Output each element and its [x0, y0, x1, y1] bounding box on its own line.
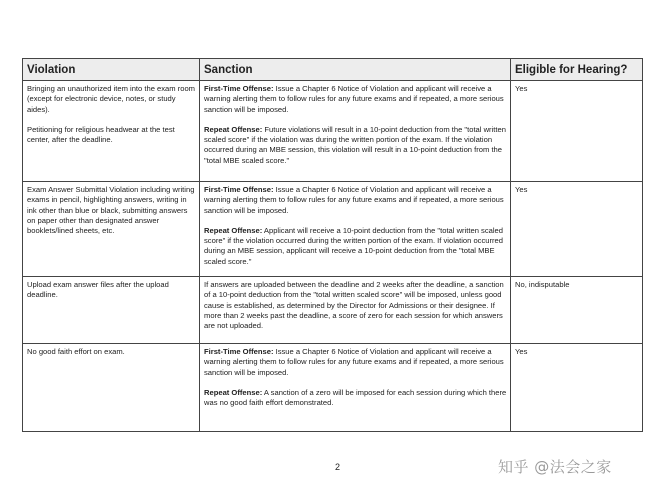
table-header-row — [23, 59, 643, 81]
violation-text: No good faith effort on exam. — [27, 347, 125, 356]
header-violation: Violation — [23, 59, 200, 81]
sanction-text: Issue a Chapter 6 Notice of Violation and applicant will receive a warning alerting them to follow rules for any future exams and if repeated, a more serious sanction will be imposed. — [204, 185, 504, 215]
sanction-paragraph — [204, 280, 507, 331]
sanction-cell — [200, 344, 511, 432]
table-row — [23, 182, 643, 277]
sanction-text: A sanction of a zero will be imposed for each session during which there was no good faith effort demonstrated. — [204, 387, 507, 408]
violation-text: Bringing an unauthorized item into the exam room (except for electronic device, notes, or study aides). — [27, 84, 196, 114]
violation-text: Upload exam answer files after the upload deadline. — [27, 280, 169, 300]
sanction-cell — [200, 182, 511, 277]
sanction-cell — [200, 277, 511, 344]
offense-label: Repeat Offense: — [204, 387, 263, 397]
sanction-paragraph — [204, 185, 507, 216]
sanction-text: If answers are uploaded between the deadline and 2 weeks after the deadline, a sanction of a 10-point deduction from the "total written scaled score" will be imposed, unless good cause is established, as determined by the Director for Admissions or their designee. If more than 2 weeks past the deadline, a score of zero for each session for which answers are not uploaded. — [204, 280, 504, 331]
sanction-text: Applicant will receive a 10-point deduction from the "total written scaled score" if the violation occurred during the written portion of the exam. If violation occurred during an MBE session, applicant will receive a 10-point deduction from the "total MBE scaled score." — [204, 225, 504, 266]
table-row — [23, 81, 643, 182]
sanction-paragraph — [204, 388, 507, 409]
violation-cell — [23, 182, 200, 277]
violation-cell — [23, 277, 200, 344]
sanction-text: Issue a Chapter 6 Notice of Violation and applicant will receive a warning alerting them to follow rules for any future exams and if repeated, a more serious sanction will be imposed. — [204, 347, 504, 377]
header-eligible: Eligible for Hearing? — [511, 59, 643, 81]
eligible-cell: Yes — [511, 182, 643, 277]
offense-label: First-Time Offense: — [204, 84, 274, 93]
offense-label: Repeat Offense: — [204, 225, 263, 235]
offense-label: First-Time Offense: — [204, 185, 274, 194]
eligible-cell: Yes — [511, 81, 643, 182]
offense-label: First-Time Offense: — [204, 347, 274, 356]
table-row — [23, 344, 643, 432]
table-row — [23, 277, 643, 344]
header-sanction: Sanction — [200, 59, 511, 81]
sanction-cell — [200, 81, 511, 182]
violation-cell — [23, 344, 200, 432]
sanction-text: Issue a Chapter 6 Notice of Violation and applicant will receive a warning alerting them to follow rules for any future exams and if repeated, a more serious sanction will be imposed. — [204, 84, 504, 114]
sanction-paragraph — [204, 84, 507, 115]
watermark: 知乎 @法会之家 — [498, 458, 612, 476]
sanction-paragraph — [204, 347, 507, 378]
violation-cell — [23, 81, 200, 182]
violation-text: Petitioning for religious headwear at the test center, after the deadline. — [27, 124, 175, 145]
sanction-paragraph — [204, 125, 507, 166]
sanction-paragraph — [204, 226, 507, 267]
eligible-cell: Yes — [511, 344, 643, 432]
violation-text: Exam Answer Submittal Violation including writing exams in pencil, highlighting answers, writing in ink other than blue or black, submitting answers on paper other than designated answer booklets/lined sheets, etc. — [27, 185, 195, 236]
page-number: 2 — [335, 462, 341, 472]
sanction-text: Future violations will result in a 10-point deduction from the "total written scaled score" if the violation was during the written portion of the exam. If the violation occurred during an MBE session, this violation will result in a 10-point deduction from the "total MBE scaled score." — [204, 124, 506, 165]
offense-label: Repeat Offense: — [204, 124, 263, 134]
sanctions-table — [22, 58, 643, 432]
eligible-cell: No, indisputable — [511, 277, 643, 344]
